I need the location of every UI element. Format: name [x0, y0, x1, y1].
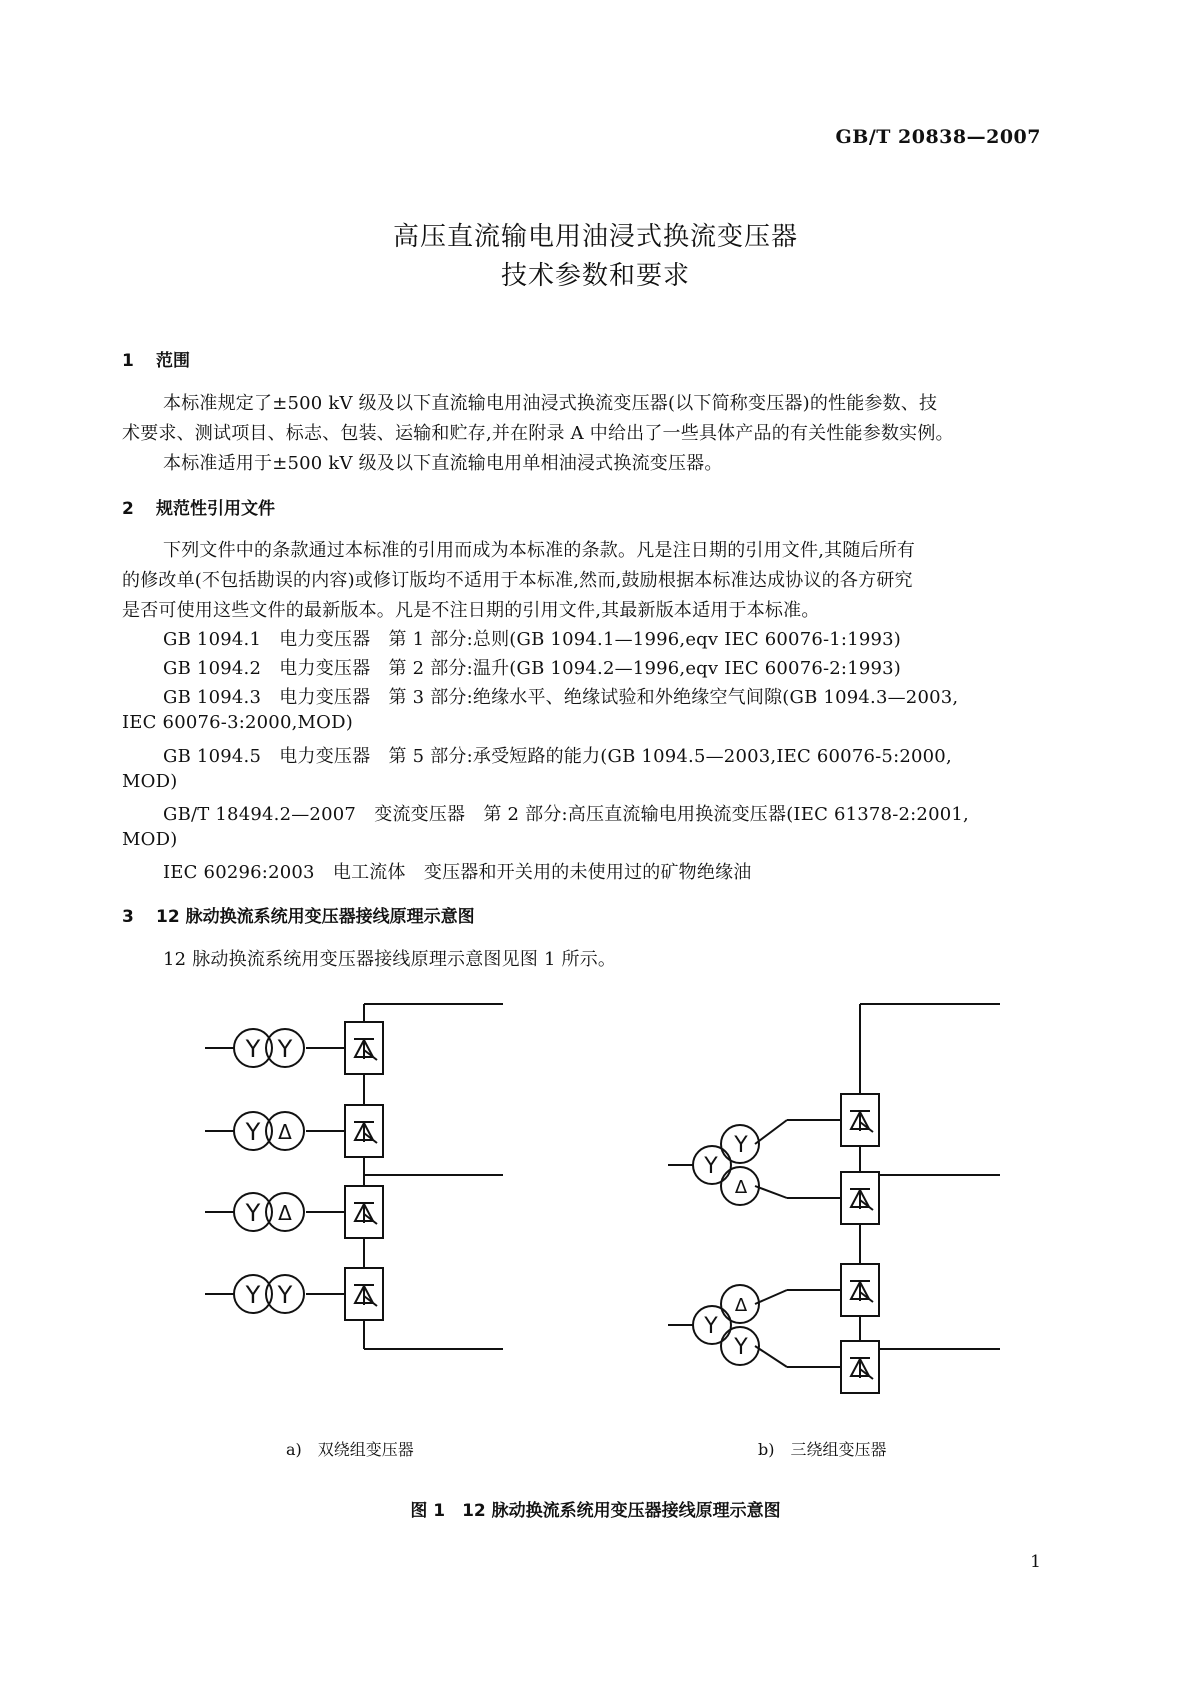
- section-2-title: 规范性引用文件: [156, 499, 275, 519]
- section-3-number: 3: [122, 907, 134, 927]
- wye-symbol: Y: [734, 1133, 748, 1158]
- section-1-number: 1: [122, 351, 134, 371]
- document-title-line1: 高压直流输电用油浸式换流变压器: [392, 222, 798, 252]
- wye-symbol: Y: [704, 1154, 718, 1179]
- section-2-intro-line1: 下列文件中的条款通过本标准的引用而成为本标准的条款。凡是注日期的引用文件,其随后所有: [163, 540, 916, 561]
- section-1-para1-line1: 本标准规定了±500 kV 级及以下直流输电用油浸式换流变压器(以下简称变压器)的性能参数、技: [163, 393, 938, 414]
- section-3-para: 12 脉动换流系统用变压器接线原理示意图见图 1 所示。: [163, 949, 617, 970]
- thyristor-valve-a1: [345, 1022, 383, 1074]
- wye-symbol: Y: [245, 1035, 261, 1063]
- reference-5: GB/T 18494.2—2007 变流变压器 第 2 部分:高压直流输电用换流变压器(IEC 61378-2:2001,: [163, 804, 969, 825]
- section-1-para2: 本标准适用于±500 kV 级及以下直流输电用单相油浸式换流变压器。: [163, 453, 723, 474]
- page-number: 1: [1030, 1552, 1041, 1572]
- section-3-title: 12 脉动换流系统用变压器接线原理示意图: [156, 907, 475, 927]
- section-2-intro-line3: 是否可使用这些文件的最新版本。凡是不注日期的引用文件,其最新版本适用于本标准。: [122, 600, 820, 621]
- section-1-title: 范围: [156, 351, 190, 371]
- section-2-number: 2: [122, 499, 134, 519]
- delta-symbol: Δ: [278, 1120, 292, 1144]
- reference-3: GB 1094.3 电力变压器 第 3 部分:绝缘水平、绝缘试验和外绝缘空气间隙(GB 1094.3—2003,: [163, 687, 959, 708]
- document-title-line2: 技术参数和要求: [500, 261, 690, 291]
- thyristor-valve-b2: [841, 1172, 879, 1224]
- thyristor-valve-a2: [345, 1105, 383, 1157]
- reference-6: IEC 60296:2003 电工流体 变压器和开关用的未使用过的矿物绝缘油: [163, 862, 752, 883]
- wye-symbol: Y: [277, 1281, 293, 1309]
- diagram-b: [668, 1004, 1000, 1367]
- reference-5-cont: MOD): [122, 829, 178, 850]
- thyristor-valve-b1: [841, 1094, 879, 1146]
- reference-4: GB 1094.5 电力变压器 第 5 部分:承受短路的能力(GB 1094.5—2003,IEC 60076-5:2000,: [163, 746, 952, 767]
- reference-2: GB 1094.2 电力变压器 第 2 部分:温升(GB 1094.2—1996,eqv IEC 60076-2:1993): [163, 658, 902, 679]
- section-2-intro-line2: 的修改单(不包括勘误的内容)或修订版均不适用于本标准,然而,鼓励根据本标准达成协议的各方研究: [122, 570, 913, 591]
- thyristor-valve-b4: [841, 1341, 879, 1393]
- delta-symbol: Δ: [734, 1177, 748, 1198]
- wye-symbol: Y: [704, 1314, 718, 1339]
- wye-symbol: Y: [245, 1118, 261, 1146]
- delta-symbol: Δ: [278, 1201, 292, 1225]
- reference-4-cont: MOD): [122, 771, 178, 792]
- wye-symbol: Y: [277, 1035, 293, 1063]
- figure-subcaption-b: b) 三绕组变压器: [758, 1440, 887, 1459]
- standard-code: GB/T 20838—2007: [835, 126, 1041, 148]
- wye-symbol: Y: [245, 1199, 261, 1227]
- reference-3-cont: IEC 60076-3:2000,MOD): [122, 712, 353, 733]
- reference-1: GB 1094.1 电力变压器 第 1 部分:总则(GB 1094.1—1996,eqv IEC 60076-1:1993): [163, 629, 902, 650]
- section-1-para1-line2: 术要求、测试项目、标志、包装、运输和贮存,并在附录 A 中给出了一些具体产品的有关性能参数实例。: [122, 423, 954, 444]
- figure-subcaption-a: a) 双绕组变压器: [286, 1440, 414, 1459]
- delta-symbol: Δ: [734, 1295, 748, 1316]
- thyristor-valve-a4: [345, 1268, 383, 1320]
- thyristor-valve-b3: [841, 1264, 879, 1316]
- wye-symbol: Y: [245, 1281, 261, 1309]
- wye-symbol: Y: [734, 1335, 748, 1360]
- figure-caption: 图 1 12 脉动换流系统用变压器接线原理示意图: [410, 1501, 781, 1521]
- thyristor-valve-a3: [345, 1186, 383, 1238]
